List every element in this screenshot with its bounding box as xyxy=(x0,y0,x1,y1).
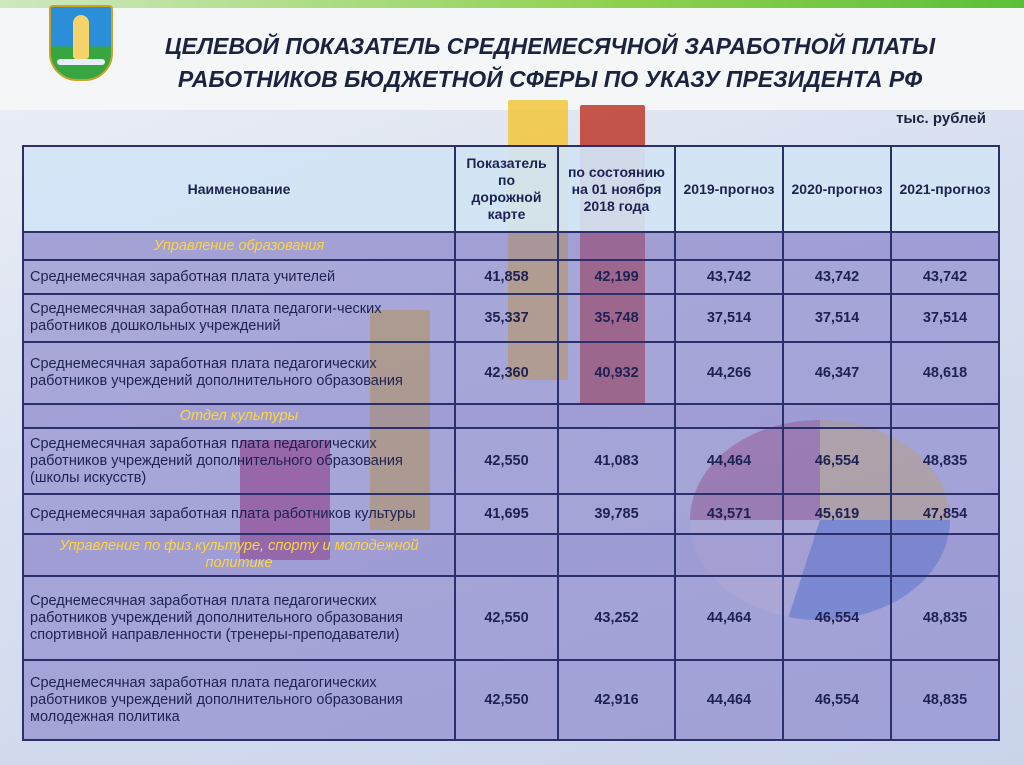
row-name: Среднемесячная заработная плата педагогических работников учреждений дополнительного образования спортивной направленности (тренеры-преподаватели) xyxy=(23,576,455,660)
cell-roadmap: 42,550 xyxy=(455,428,558,494)
cell-2020: 46,554 xyxy=(783,576,891,660)
cell-2021: 48,835 xyxy=(891,660,999,740)
section-row xyxy=(23,232,999,260)
section-title: Управление по физ.культуре, спорту и молодежной политике xyxy=(23,534,455,576)
table-row xyxy=(23,576,999,660)
table-header-row xyxy=(23,146,999,232)
col-header-2019: 2019-прогноз xyxy=(675,146,783,232)
table-row xyxy=(23,428,999,494)
cell-2019: 44,464 xyxy=(675,428,783,494)
col-header-name: Наименование xyxy=(23,146,455,232)
col-header-2020: 2020-прогноз xyxy=(783,146,891,232)
salary-table xyxy=(22,145,1000,741)
cell-2021: 47,854 xyxy=(891,494,999,534)
top-accent-stripe xyxy=(0,0,1024,8)
cell-roadmap: 42,360 xyxy=(455,342,558,404)
cell-2020: 43,742 xyxy=(783,260,891,294)
table-row xyxy=(23,260,999,294)
emblem-wave xyxy=(57,59,105,65)
cell-2019: 43,742 xyxy=(675,260,783,294)
cell-nov-2018: 40,932 xyxy=(558,342,675,404)
section-title: Отдел культуры xyxy=(23,404,455,428)
col-header-roadmap: Показатель по дорожной карте xyxy=(455,146,558,232)
row-name: Среднемесячная заработная плата педагогических работников учреждений дополнительного образования xyxy=(23,342,455,404)
cell-2021: 48,835 xyxy=(891,428,999,494)
row-name: Среднемесячная заработная плата педагогических работников учреждений дополнительного образования молодежная политика xyxy=(23,660,455,740)
cell-nov-2018: 41,083 xyxy=(558,428,675,494)
table-row xyxy=(23,294,999,342)
cell-roadmap: 42,550 xyxy=(455,576,558,660)
cell-2019: 43,571 xyxy=(675,494,783,534)
emblem-figure xyxy=(73,15,89,59)
section-row xyxy=(23,534,999,576)
page-title-line-1: ЦЕЛЕВОЙ ПОКАЗАТЕЛЬ СРЕДНЕМЕСЯЧНОЙ ЗАРАБОТНОЙ ПЛАТЫ xyxy=(164,33,936,59)
section-title: Управление образования xyxy=(23,232,455,260)
table-row xyxy=(23,660,999,740)
units-label: тыс. рублей xyxy=(896,110,986,127)
cell-roadmap: 41,695 xyxy=(455,494,558,534)
table-row xyxy=(23,494,999,534)
cell-nov-2018: 42,199 xyxy=(558,260,675,294)
cell-nov-2018: 39,785 xyxy=(558,494,675,534)
page-title-line-2: РАБОТНИКОВ БЮДЖЕТНОЙ СФЕРЫ ПО УКАЗУ ПРЕЗИДЕНТА РФ xyxy=(177,66,923,92)
cell-2020: 45,619 xyxy=(783,494,891,534)
cell-roadmap: 42,550 xyxy=(455,660,558,740)
row-name: Среднемесячная заработная плата работников культуры xyxy=(23,494,455,534)
cell-roadmap: 41,858 xyxy=(455,260,558,294)
cell-2021: 37,514 xyxy=(891,294,999,342)
table-row xyxy=(23,342,999,404)
cell-2020: 46,554 xyxy=(783,428,891,494)
cell-2020: 37,514 xyxy=(783,294,891,342)
coat-of-arms-emblem xyxy=(49,5,113,81)
cell-nov-2018: 35,748 xyxy=(558,294,675,342)
cell-2021: 43,742 xyxy=(891,260,999,294)
col-header-nov-2018: по состоянию на 01 ноября 2018 года xyxy=(558,146,675,232)
cell-2020: 46,554 xyxy=(783,660,891,740)
row-name: Среднемесячная заработная плата педагогических работников учреждений дополнительного образования (школы искусств) xyxy=(23,428,455,494)
cell-2021: 48,618 xyxy=(891,342,999,404)
cell-2019: 44,464 xyxy=(675,576,783,660)
row-name: Среднемесячная заработная плата педагоги-ческих работников дошкольных учреждений xyxy=(23,294,455,342)
cell-2019: 44,266 xyxy=(675,342,783,404)
page-title xyxy=(120,30,980,96)
cell-nov-2018: 42,916 xyxy=(558,660,675,740)
cell-roadmap: 35,337 xyxy=(455,294,558,342)
row-name: Среднемесячная заработная плата учителей xyxy=(23,260,455,294)
cell-2019: 37,514 xyxy=(675,294,783,342)
cell-2021: 48,835 xyxy=(891,576,999,660)
col-header-2021: 2021-прогноз xyxy=(891,146,999,232)
cell-nov-2018: 43,252 xyxy=(558,576,675,660)
section-row xyxy=(23,404,999,428)
cell-2019: 44,464 xyxy=(675,660,783,740)
cell-2020: 46,347 xyxy=(783,342,891,404)
